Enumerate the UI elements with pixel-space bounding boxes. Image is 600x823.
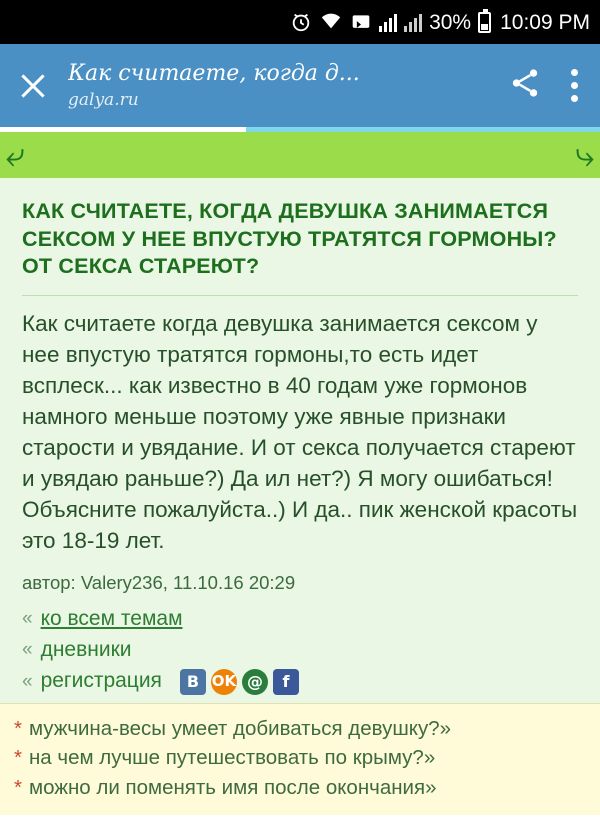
related-topic-label[interactable]: мужчина-весы умеет добиваться девушку?» <box>28 716 452 740</box>
social-buttons <box>180 669 299 695</box>
wifi-icon <box>319 11 343 33</box>
vk-icon[interactable]: B <box>180 669 206 695</box>
related-topic-label[interactable]: на чем лучше путешествовать по крыму?» <box>28 746 436 770</box>
site-nav-bar <box>0 132 600 178</box>
battery-percent-label: 30% <box>429 10 472 34</box>
article-title: КАК СЧИТАЕТЕ, КОГДА ДЕВУШКА ЗАНИМАЕТСЯ СЕКСОМ У НЕЕ ВПУСТУЮ ТРАТЯТСЯ ГОРМОНЫ? ОТ СЕКСА СТАРЕЮТ? <box>22 199 557 279</box>
status-clock: 10:09 PM <box>500 10 590 34</box>
signal-bars-icon <box>379 12 397 32</box>
link-diaries[interactable]: дневники <box>40 638 132 662</box>
related-topics-list <box>0 703 600 815</box>
star-glyph: * <box>14 746 22 770</box>
overflow-menu-icon[interactable] <box>570 69 578 102</box>
divider <box>22 295 578 296</box>
bullet-glyph: « <box>22 639 33 661</box>
signal-bars-icon <box>404 12 422 32</box>
related-topic-label[interactable]: можно ли поменять имя после окончания» <box>28 776 437 800</box>
link-all-topics[interactable]: ко всем темам <box>40 606 183 630</box>
page-title: Как считаете, когда д... <box>68 60 360 86</box>
android-status-bar <box>0 0 600 44</box>
star-glyph: * <box>14 776 22 800</box>
article-block <box>0 178 600 703</box>
star-glyph: * <box>14 716 22 740</box>
alarm-clock-icon <box>290 11 312 33</box>
curved-arrow-left-icon[interactable]: ⤷ <box>6 135 26 175</box>
web-page-content <box>0 132 600 823</box>
cast-icon <box>350 12 372 32</box>
list-item <box>22 606 578 632</box>
bullet-glyph: « <box>22 608 33 630</box>
article-meta: автор: Valery236, 11.10.16 20:29 <box>22 571 296 593</box>
odnoklassniki-icon[interactable]: OK <box>211 669 237 695</box>
page-host: galya.ru <box>68 90 139 110</box>
article-body: Как считаете когда девушка занимается сексом у нее впустую тратятся гормоны,то есть идет всплеск... как известно в 40 годам уже гормонов намного меньше поэтому уже явные признаки старости и увядание. И от секса получается стареют и увядаю раньше?) Да ил нет?) Я могу ошибаться! Объясните пожалуйста..) И да.. пик женской красоты это 18-19 лет. <box>22 310 578 553</box>
site-links-list <box>22 606 578 695</box>
link-registration[interactable]: регистрация <box>40 669 162 693</box>
list-item <box>22 637 578 663</box>
page-title-block <box>68 61 506 111</box>
bullet-glyph: « <box>22 670 33 692</box>
list-item[interactable] <box>14 743 586 773</box>
list-item <box>22 668 578 694</box>
list-item[interactable] <box>14 714 586 744</box>
list-item[interactable] <box>14 773 586 803</box>
yandex-icon[interactable]: @ <box>242 669 268 695</box>
share-icon[interactable] <box>506 66 544 105</box>
close-icon[interactable] <box>16 69 50 103</box>
facebook-icon[interactable]: f <box>273 669 299 695</box>
battery-icon <box>478 12 491 33</box>
curved-arrow-right-icon[interactable]: ⤷ <box>574 135 594 175</box>
browser-app-bar <box>0 44 600 127</box>
